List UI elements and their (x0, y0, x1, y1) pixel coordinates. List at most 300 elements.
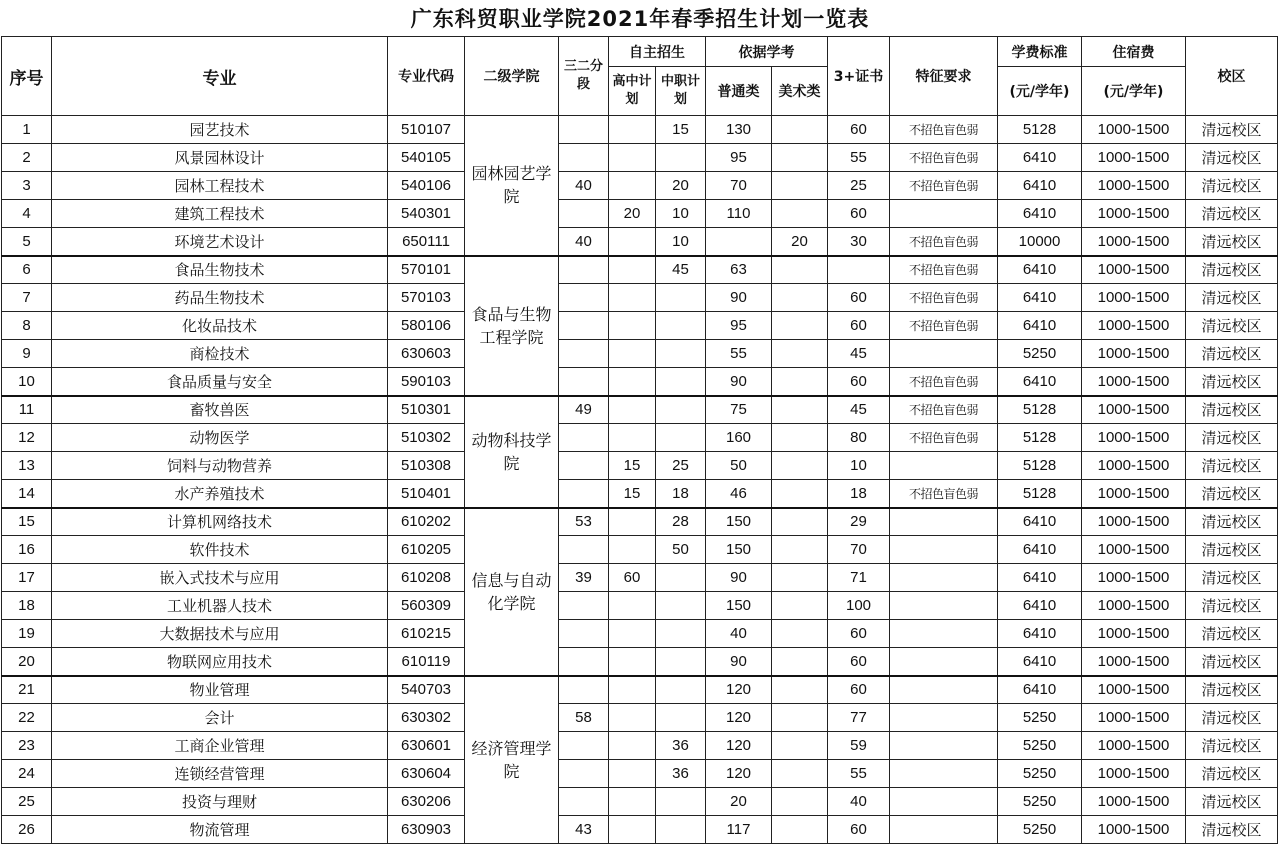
three-two-cell (559, 284, 609, 312)
high-school-cell (609, 676, 656, 704)
three-two-cell (559, 732, 609, 760)
art-cell (772, 732, 828, 760)
tuition-cell: 5250 (998, 340, 1082, 368)
special-req-cell: 不招色盲色弱 (890, 144, 998, 172)
dept-cell: 信息与自动化学院 (465, 508, 559, 676)
art-cell (772, 144, 828, 172)
major-cell: 连锁经营管理 (52, 760, 388, 788)
lodging-cell: 1000-1500 (1082, 424, 1186, 452)
special-req-cell (890, 592, 998, 620)
three-two-cell: 53 (559, 508, 609, 536)
cert-cell: 80 (828, 424, 890, 452)
cert-cell: 45 (828, 396, 890, 424)
special-req-cell: 不招色盲色弱 (890, 172, 998, 200)
major-cell: 工业机器人技术 (52, 592, 388, 620)
general-cell: 150 (706, 592, 772, 620)
table-row (2, 452, 1278, 480)
tuition-cell: 5250 (998, 732, 1082, 760)
seq-cell: 23 (2, 732, 52, 760)
vocational-cell (656, 312, 706, 340)
lodging-cell: 1000-1500 (1082, 284, 1186, 312)
art-cell (772, 704, 828, 732)
tuition-cell: 5128 (998, 452, 1082, 480)
code-cell: 510302 (388, 424, 465, 452)
art-cell (772, 424, 828, 452)
general-cell: 130 (706, 116, 772, 144)
lodging-cell: 1000-1500 (1082, 396, 1186, 424)
header-exam: 依据学考 (706, 37, 828, 67)
vocational-cell (656, 676, 706, 704)
code-cell: 540105 (388, 144, 465, 172)
general-cell: 90 (706, 368, 772, 396)
tuition-cell: 6410 (998, 312, 1082, 340)
major-cell: 计算机网络技术 (52, 508, 388, 536)
art-cell (772, 312, 828, 340)
campus-cell: 清远校区 (1186, 144, 1278, 172)
special-req-cell (890, 200, 998, 228)
cert-cell: 60 (828, 676, 890, 704)
campus-cell: 清远校区 (1186, 620, 1278, 648)
cert-cell: 55 (828, 760, 890, 788)
header-tuition: 学费标准 (998, 37, 1082, 67)
table-row (2, 424, 1278, 452)
code-cell: 510107 (388, 116, 465, 144)
lodging-cell: 1000-1500 (1082, 256, 1186, 284)
major-cell: 化妆品技术 (52, 312, 388, 340)
major-cell: 动物医学 (52, 424, 388, 452)
campus-cell: 清远校区 (1186, 732, 1278, 760)
general-cell: 63 (706, 256, 772, 284)
lodging-cell: 1000-1500 (1082, 200, 1186, 228)
table-row (2, 480, 1278, 508)
general-cell: 90 (706, 564, 772, 592)
major-cell: 投资与理财 (52, 788, 388, 816)
tuition-cell: 6410 (998, 284, 1082, 312)
general-cell: 95 (706, 312, 772, 340)
table-row (2, 816, 1278, 844)
vocational-cell (656, 396, 706, 424)
cert-cell: 55 (828, 144, 890, 172)
vocational-cell (656, 340, 706, 368)
lodging-cell: 1000-1500 (1082, 816, 1186, 844)
vocational-cell: 36 (656, 760, 706, 788)
three-two-cell (559, 116, 609, 144)
general-cell: 46 (706, 480, 772, 508)
code-cell: 590103 (388, 368, 465, 396)
high-school-cell (609, 396, 656, 424)
cert-cell: 30 (828, 228, 890, 256)
three-two-cell (559, 648, 609, 676)
seq-cell: 12 (2, 424, 52, 452)
seq-cell: 4 (2, 200, 52, 228)
cert-cell: 60 (828, 200, 890, 228)
campus-cell: 清远校区 (1186, 676, 1278, 704)
special-req-cell (890, 508, 998, 536)
lodging-cell: 1000-1500 (1082, 116, 1186, 144)
three-two-cell: 40 (559, 228, 609, 256)
header-lodging: 住宿费 (1082, 37, 1186, 67)
dept-cell: 食品与生物工程学院 (465, 256, 559, 396)
art-cell (772, 172, 828, 200)
art-cell (772, 116, 828, 144)
vocational-cell (656, 704, 706, 732)
dept-cell: 园林园艺学院 (465, 116, 559, 256)
campus-cell: 清远校区 (1186, 116, 1278, 144)
seq-cell: 17 (2, 564, 52, 592)
general-cell: 55 (706, 340, 772, 368)
campus-cell: 清远校区 (1186, 648, 1278, 676)
seq-cell: 21 (2, 676, 52, 704)
vocational-cell: 45 (656, 256, 706, 284)
seq-cell: 18 (2, 592, 52, 620)
campus-cell: 清远校区 (1186, 396, 1278, 424)
seq-cell: 25 (2, 788, 52, 816)
cert-cell: 45 (828, 340, 890, 368)
tuition-cell: 6410 (998, 368, 1082, 396)
seq-cell: 5 (2, 228, 52, 256)
general-cell: 120 (706, 676, 772, 704)
general-cell: 90 (706, 284, 772, 312)
campus-cell: 清远校区 (1186, 424, 1278, 452)
lodging-cell: 1000-1500 (1082, 536, 1186, 564)
seq-cell: 1 (2, 116, 52, 144)
tuition-cell: 5128 (998, 480, 1082, 508)
tuition-cell: 5128 (998, 424, 1082, 452)
vocational-cell: 36 (656, 732, 706, 760)
major-cell: 建筑工程技术 (52, 200, 388, 228)
lodging-cell: 1000-1500 (1082, 676, 1186, 704)
table-row (2, 788, 1278, 816)
table-row (2, 284, 1278, 312)
code-cell: 610215 (388, 620, 465, 648)
code-cell: 570103 (388, 284, 465, 312)
cert-cell: 10 (828, 452, 890, 480)
code-cell: 540703 (388, 676, 465, 704)
general-cell: 75 (706, 396, 772, 424)
seq-cell: 16 (2, 536, 52, 564)
seq-cell: 20 (2, 648, 52, 676)
header-code: 专业代码 (388, 37, 465, 116)
special-req-cell: 不招色盲色弱 (890, 396, 998, 424)
vocational-cell (656, 592, 706, 620)
vocational-cell: 10 (656, 200, 706, 228)
art-cell (772, 452, 828, 480)
major-cell: 大数据技术与应用 (52, 620, 388, 648)
cert-cell: 71 (828, 564, 890, 592)
three-two-cell: 39 (559, 564, 609, 592)
three-two-cell (559, 760, 609, 788)
major-cell: 风景园林设计 (52, 144, 388, 172)
major-cell: 工商企业管理 (52, 732, 388, 760)
three-two-cell (559, 676, 609, 704)
vocational-cell: 18 (656, 480, 706, 508)
table-row (2, 172, 1278, 200)
campus-cell: 清远校区 (1186, 200, 1278, 228)
table-row (2, 228, 1278, 256)
header-high-school-plan: 高中计划 (609, 67, 656, 116)
major-cell: 环境艺术设计 (52, 228, 388, 256)
lodging-cell: 1000-1500 (1082, 340, 1186, 368)
header-tuition-unit: (元/学年) (998, 67, 1082, 116)
table-row (2, 312, 1278, 340)
table-row (2, 116, 1278, 144)
three-two-cell: 58 (559, 704, 609, 732)
special-req-cell (890, 648, 998, 676)
cert-cell: 60 (828, 116, 890, 144)
tuition-cell: 6410 (998, 536, 1082, 564)
code-cell: 630302 (388, 704, 465, 732)
tuition-cell: 6410 (998, 144, 1082, 172)
campus-cell: 清远校区 (1186, 760, 1278, 788)
header-vocational-plan: 中职计划 (656, 67, 706, 116)
general-cell: 20 (706, 788, 772, 816)
vocational-cell: 28 (656, 508, 706, 536)
special-req-cell (890, 816, 998, 844)
high-school-cell (609, 760, 656, 788)
vocational-cell (656, 564, 706, 592)
art-cell (772, 480, 828, 508)
art-cell (772, 256, 828, 284)
code-cell: 610208 (388, 564, 465, 592)
major-cell: 药品生物技术 (52, 284, 388, 312)
header-art: 美术类 (772, 67, 828, 116)
art-cell (772, 564, 828, 592)
vocational-cell (656, 648, 706, 676)
code-cell: 650111 (388, 228, 465, 256)
high-school-cell (609, 340, 656, 368)
three-two-cell (559, 480, 609, 508)
campus-cell: 清远校区 (1186, 592, 1278, 620)
lodging-cell: 1000-1500 (1082, 788, 1186, 816)
art-cell (772, 340, 828, 368)
lodging-cell: 1000-1500 (1082, 452, 1186, 480)
table-row (2, 760, 1278, 788)
cert-cell: 70 (828, 536, 890, 564)
code-cell: 580106 (388, 312, 465, 340)
table-row (2, 396, 1278, 424)
special-req-cell (890, 788, 998, 816)
vocational-cell: 20 (656, 172, 706, 200)
code-cell: 560309 (388, 592, 465, 620)
vocational-cell (656, 284, 706, 312)
table-row (2, 620, 1278, 648)
major-cell: 物联网应用技术 (52, 648, 388, 676)
lodging-cell: 1000-1500 (1082, 508, 1186, 536)
dept-cell: 经济管理学院 (465, 676, 559, 844)
table-body (2, 116, 1278, 844)
table-row (2, 676, 1278, 704)
table-row (2, 564, 1278, 592)
tuition-cell: 6410 (998, 676, 1082, 704)
seq-cell: 14 (2, 480, 52, 508)
high-school-cell (609, 172, 656, 200)
special-req-cell (890, 564, 998, 592)
seq-cell: 9 (2, 340, 52, 368)
dept-cell: 动物科技学院 (465, 396, 559, 508)
cert-cell: 25 (828, 172, 890, 200)
three-two-cell (559, 256, 609, 284)
high-school-cell: 20 (609, 200, 656, 228)
campus-cell: 清远校区 (1186, 480, 1278, 508)
art-cell: 20 (772, 228, 828, 256)
major-cell: 水产养殖技术 (52, 480, 388, 508)
three-two-cell (559, 200, 609, 228)
high-school-cell (609, 648, 656, 676)
header-general: 普通类 (706, 67, 772, 116)
three-two-cell (559, 424, 609, 452)
general-cell: 150 (706, 508, 772, 536)
high-school-cell: 15 (609, 452, 656, 480)
code-cell: 610202 (388, 508, 465, 536)
three-two-cell (559, 340, 609, 368)
general-cell: 95 (706, 144, 772, 172)
high-school-cell (609, 144, 656, 172)
special-req-cell: 不招色盲色弱 (890, 284, 998, 312)
seq-cell: 24 (2, 760, 52, 788)
three-two-cell (559, 368, 609, 396)
general-cell: 40 (706, 620, 772, 648)
three-two-cell (559, 620, 609, 648)
art-cell (772, 816, 828, 844)
lodging-cell: 1000-1500 (1082, 172, 1186, 200)
vocational-cell: 15 (656, 116, 706, 144)
seq-cell: 22 (2, 704, 52, 732)
special-req-cell (890, 536, 998, 564)
special-req-cell: 不招色盲色弱 (890, 312, 998, 340)
general-cell: 70 (706, 172, 772, 200)
vocational-cell: 25 (656, 452, 706, 480)
campus-cell: 清远校区 (1186, 284, 1278, 312)
general-cell: 150 (706, 536, 772, 564)
code-cell: 630603 (388, 340, 465, 368)
code-cell: 610119 (388, 648, 465, 676)
tuition-cell: 6410 (998, 592, 1082, 620)
code-cell: 510401 (388, 480, 465, 508)
vocational-cell (656, 368, 706, 396)
art-cell (772, 368, 828, 396)
tuition-cell: 6410 (998, 508, 1082, 536)
code-cell: 510308 (388, 452, 465, 480)
special-req-cell: 不招色盲色弱 (890, 424, 998, 452)
tuition-cell: 6410 (998, 648, 1082, 676)
cert-cell: 18 (828, 480, 890, 508)
seq-cell: 11 (2, 396, 52, 424)
special-req-cell: 不招色盲色弱 (890, 228, 998, 256)
table-row (2, 704, 1278, 732)
lodging-cell: 1000-1500 (1082, 648, 1186, 676)
code-cell: 570101 (388, 256, 465, 284)
tuition-cell: 6410 (998, 200, 1082, 228)
major-cell: 物流管理 (52, 816, 388, 844)
three-two-cell: 43 (559, 816, 609, 844)
campus-cell: 清远校区 (1186, 564, 1278, 592)
enrollment-plan-table (1, 36, 1278, 844)
cert-cell: 29 (828, 508, 890, 536)
table-row (2, 732, 1278, 760)
general-cell: 160 (706, 424, 772, 452)
table-row (2, 256, 1278, 284)
tuition-cell: 5128 (998, 396, 1082, 424)
special-req-cell: 不招色盲色弱 (890, 368, 998, 396)
special-req-cell (890, 732, 998, 760)
major-cell: 嵌入式技术与应用 (52, 564, 388, 592)
major-cell: 食品质量与安全 (52, 368, 388, 396)
art-cell (772, 508, 828, 536)
special-req-cell (890, 704, 998, 732)
high-school-cell (609, 508, 656, 536)
code-cell: 540301 (388, 200, 465, 228)
three-two-cell (559, 312, 609, 340)
table-row (2, 340, 1278, 368)
high-school-cell (609, 788, 656, 816)
code-cell: 540106 (388, 172, 465, 200)
table-row (2, 144, 1278, 172)
tuition-cell: 6410 (998, 564, 1082, 592)
campus-cell: 清远校区 (1186, 368, 1278, 396)
three-two-cell: 40 (559, 172, 609, 200)
code-cell: 630601 (388, 732, 465, 760)
major-cell: 食品生物技术 (52, 256, 388, 284)
major-cell: 饲料与动物营养 (52, 452, 388, 480)
seq-cell: 6 (2, 256, 52, 284)
high-school-cell: 60 (609, 564, 656, 592)
cert-cell: 60 (828, 620, 890, 648)
major-cell: 软件技术 (52, 536, 388, 564)
header-row-1 (2, 37, 1278, 67)
cert-cell: 60 (828, 312, 890, 340)
three-two-cell (559, 788, 609, 816)
general-cell: 120 (706, 732, 772, 760)
general-cell: 110 (706, 200, 772, 228)
tuition-cell: 5128 (998, 116, 1082, 144)
cert-cell (828, 256, 890, 284)
table-row (2, 508, 1278, 536)
seq-cell: 10 (2, 368, 52, 396)
vocational-cell (656, 816, 706, 844)
header-special-req: 特征要求 (890, 37, 998, 116)
major-cell: 商检技术 (52, 340, 388, 368)
general-cell: 117 (706, 816, 772, 844)
art-cell (772, 620, 828, 648)
cert-cell: 60 (828, 816, 890, 844)
major-cell: 物业管理 (52, 676, 388, 704)
high-school-cell (609, 816, 656, 844)
art-cell (772, 396, 828, 424)
tuition-cell: 5250 (998, 760, 1082, 788)
art-cell (772, 676, 828, 704)
high-school-cell (609, 620, 656, 648)
code-cell: 630206 (388, 788, 465, 816)
lodging-cell: 1000-1500 (1082, 144, 1186, 172)
header-campus: 校区 (1186, 37, 1278, 116)
high-school-cell (609, 228, 656, 256)
lodging-cell: 1000-1500 (1082, 732, 1186, 760)
seq-cell: 8 (2, 312, 52, 340)
major-cell: 园林工程技术 (52, 172, 388, 200)
vocational-cell (656, 424, 706, 452)
lodging-cell: 1000-1500 (1082, 368, 1186, 396)
campus-cell: 清远校区 (1186, 452, 1278, 480)
special-req-cell: 不招色盲色弱 (890, 480, 998, 508)
high-school-cell (609, 424, 656, 452)
code-cell: 610205 (388, 536, 465, 564)
three-two-cell: 49 (559, 396, 609, 424)
campus-cell: 清远校区 (1186, 228, 1278, 256)
art-cell (772, 648, 828, 676)
lodging-cell: 1000-1500 (1082, 760, 1186, 788)
high-school-cell (609, 592, 656, 620)
art-cell (772, 592, 828, 620)
